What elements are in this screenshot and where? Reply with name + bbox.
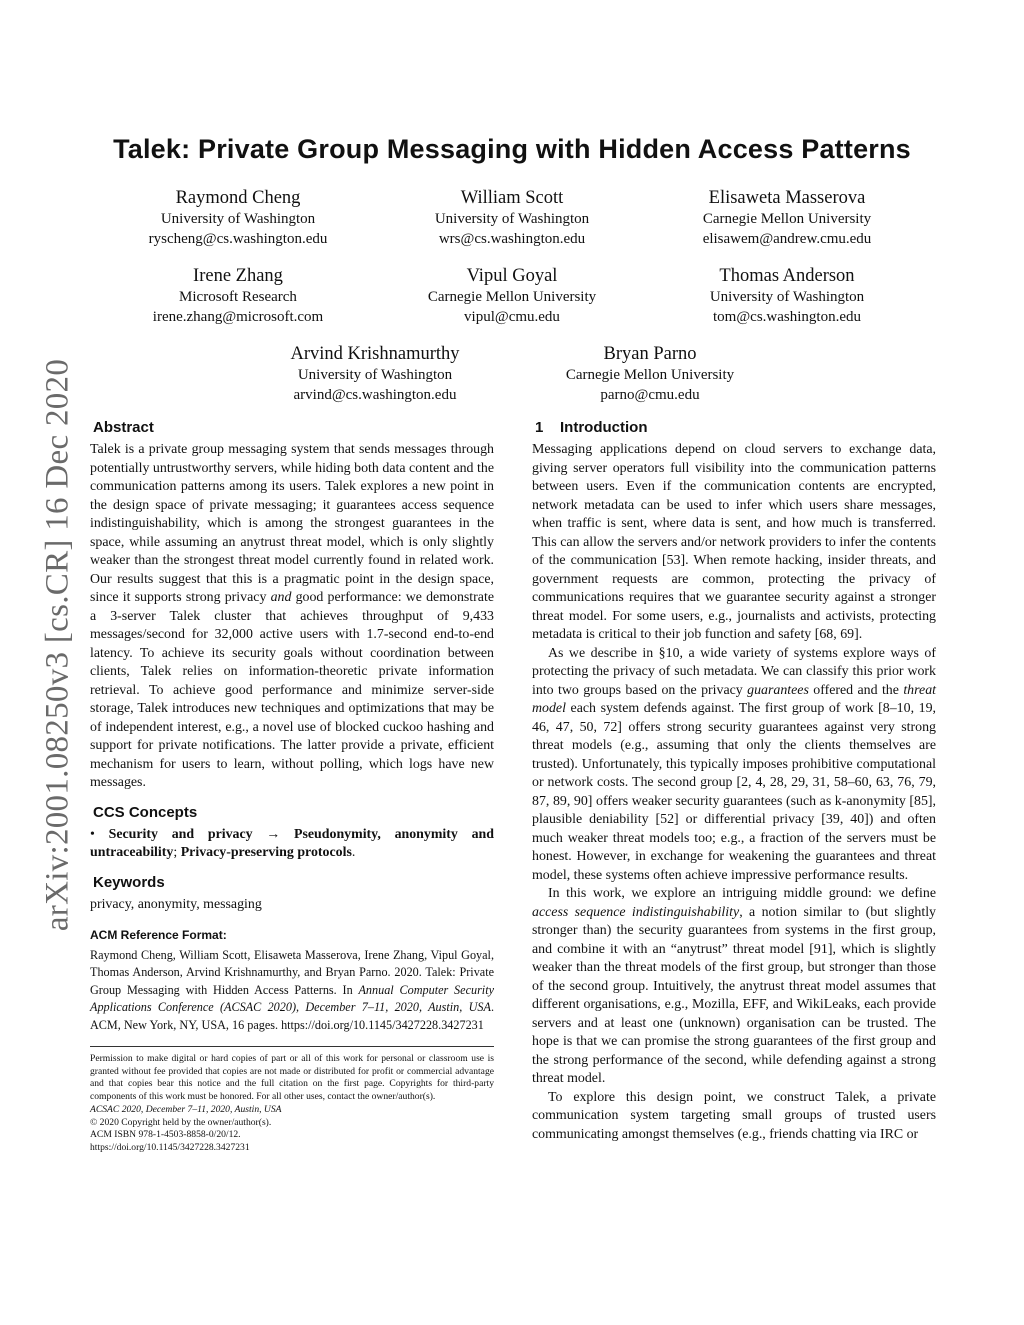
author-affiliation: Carnegie Mellon University xyxy=(702,211,872,227)
author-block xyxy=(362,265,662,327)
keywords-heading: Keywords xyxy=(93,873,165,891)
author-affiliation: University of Washington xyxy=(709,289,865,305)
author-name: Elisaweta Masserova xyxy=(708,188,866,208)
doi-link[interactable]: https://doi.org/10.1145/3427228.3427231 xyxy=(90,1141,250,1153)
author-affiliation: Carnegie Mellon University xyxy=(427,289,597,305)
intro-paragraph-2: As we describe in §10, a wide variety of systems explore ways of protecting the privacy of such metadata. We can classify this prior work into two groups based on the privacy guarantees offered and the threat model each system defends against. The first group of work [8–10, 19, 46, 47, 50, 72] offers strong security guarantees against very strong threat models (e.g., assuming that only the clients themselves are trusted). Unfortunately, this typically imposes prohibitive computational or network costs. The second group [2, 4, 28, 29, 31, 58–60, 63, 76, 79, 87, 89, 90] offers weaker security guarantees (such as k-anonymity [85], plausible deniability [52] or differential privacy [39, 40]) and often much weaker threat models too; e.g., a fraction of the servers must be honest. However, in exchange for weakening the guarantees and threat model, these systems often achieve impressive performance results. xyxy=(532,645,936,883)
author-block xyxy=(88,187,388,249)
venue-line: ACSAC 2020, December 7–11, 2020, Austin, USA xyxy=(90,1103,282,1115)
author-name: Irene Zhang xyxy=(193,266,283,286)
intro-paragraph-3: In this work, we explore an intriguing middle ground: we define access sequence indistinguishability, a notion similar to (but slightly stronger than) the security guarantees from systems in the first group, and combine it with an “anytrust” threat model [91], which is slightly weaker than the threat models of the first group, but stronger than those of the second group. Intuitively, the anytrust threat model assumes that different organisations, e.g., Mozilla, EFF, and WikiLeaks, each provide servers and at least one (unknown) organisation can be trusted. The hope is that we can promise the strong guarantees of the first group and the strong performance of the second, while defending against a strong threat model. xyxy=(532,886,937,1086)
ccs-concepts: • Security and privacy → Pseudonymity, anonymity and untraceability; Privacy-preserving protocols. xyxy=(90,826,494,860)
author-name: Thomas Anderson xyxy=(719,266,855,286)
right-column xyxy=(532,418,936,1144)
author-email[interactable]: ryscheng@cs.washington.edu xyxy=(148,231,328,247)
left-column xyxy=(90,418,494,1155)
abstract-heading: Abstract xyxy=(93,419,154,436)
introduction-heading: 1 Introduction xyxy=(535,419,648,436)
author-name: William Scott xyxy=(460,188,564,208)
ccs-heading: CCS Concepts xyxy=(93,803,198,821)
author-name: Bryan Parno xyxy=(603,344,697,364)
author-affiliation: University of Washington xyxy=(434,211,590,227)
author-name: Arvind Krishnamurthy xyxy=(290,344,460,364)
permission-text: Permission to make digital or hard copies of part or all of this work for personal or classroom use is granted without fee provided that copies are not made or distributed for profit or commercial advantage and that copies bear this notice and the full citation on the first page. Copyrights for third-party components of this work must be honored. For all other uses, contact the owner/author(s). xyxy=(90,1053,494,1103)
author-block xyxy=(500,343,800,405)
arxiv-stamp xyxy=(30,345,86,945)
author-block xyxy=(362,187,662,249)
author-email[interactable]: parno@cmu.edu xyxy=(600,387,700,403)
permission-notice xyxy=(90,1053,494,1155)
intro-paragraph-4: To explore this design point, we construct Talek, a private communication system targeting small groups of trusted users communicating amongst themselves (e.g., friends chatting via IRC or xyxy=(532,1089,936,1142)
isbn-line: ACM ISBN 978-1-4503-8858-0/20/12. xyxy=(90,1129,241,1141)
author-email[interactable]: vipul@cmu.edu xyxy=(464,309,560,325)
author-block xyxy=(637,187,937,249)
footnote-divider xyxy=(90,1046,494,1047)
paper-title: Talek: Private Group Messaging with Hidden Access Patterns xyxy=(113,134,911,164)
keywords-text: privacy, anonymity, messaging xyxy=(90,896,262,912)
author-name: Vipul Goyal xyxy=(466,266,558,286)
author-affiliation: University of Washington xyxy=(297,367,453,383)
author-name: Raymond Cheng xyxy=(175,188,301,208)
abstract-text: Talek is a private group messaging system that sends messages through potentially untrustworthy servers, while hiding both data content and the communication patterns among its users. Talek explores a new point in the design space of private messaging; it guarantees access sequence indistinguishability, which is among the strongest guarantees in the space, while assuming an anytrust threat model, which is only slightly weaker than the strongest threat model currently found in related work. Our results suggest that this is a pragmatic point in the design space, since it supports strong privacy and good performance: we demonstrate a 3-server Talek cluster that achieves throughput of 9,433 messages/second for 32,000 active users with 1.7-second end-to-end latency. To achieve its security goals without coordination between clients, Talek relies on information-theoretic private information retrieval. To achieve good performance and minimize server-side storage, Talek introduces new techniques and optimizations that may be of independent interest, e.g., a novel use of blocked cuckoo hashing and support for private notifications. The latter provide a private, efficient mechanism for users to learn, without polling, which logs have new messages. xyxy=(90,442,494,790)
author-block xyxy=(637,265,937,327)
author-affiliation: Microsoft Research xyxy=(179,289,297,305)
author-block xyxy=(88,265,388,327)
author-email[interactable]: arvind@cs.washington.edu xyxy=(293,387,457,403)
acm-reference-heading: ACM Reference Format: xyxy=(90,928,227,942)
author-email[interactable]: wrs@cs.washington.edu xyxy=(438,231,586,247)
acm-reference-text: Raymond Cheng, William Scott, Elisaweta Masserova, Irene Zhang, Vipul Goyal, Thomas Anderson, Arvind Krishnamurthy, and Bryan Parno. 2020. Talek: Private Group Messaging with Hidden Access Patterns. In Annual Computer Security Applications Conference (ACSAC 2020), December 7–11, 2020, Austin, USA. ACM, New York, NY, USA, 16 pages. https://doi.org/10.1145/3427228.3427231 xyxy=(90,947,494,1032)
author-block xyxy=(225,343,525,405)
author-email[interactable]: tom@cs.washington.edu xyxy=(713,309,861,325)
author-email[interactable]: elisawem@andrew.cmu.edu xyxy=(702,231,872,247)
author-email[interactable]: irene.zhang@microsoft.com xyxy=(152,309,324,325)
author-affiliation: University of Washington xyxy=(160,211,316,227)
author-affiliation: Carnegie Mellon University xyxy=(565,367,735,383)
intro-paragraph-1: Messaging applications depend on cloud servers to exchange data, giving server operators full visibility into the communication patterns between users. Even if the communication contents are encrypted, network metadata can be used to infer which users share messages, when traffic is sent, where data is sent, and how much is transferred. This can allow the servers and/or network providers to infer the contents of the communication [53]. When remote hacking, insider threats, and government requests are common, protecting the privacy of communications requires that we guarantee security against a stronger threat model. For some users, e.g., journalists and activists, protecting metadata is critical to their job function and safety [68, 69]. xyxy=(532,442,936,642)
arxiv-identifier: arXiv:2001.08250v3 [cs.CR] 16 Dec 2020 xyxy=(39,358,76,932)
copyright-line: © 2020 Copyright held by the owner/author(s). xyxy=(90,1116,272,1128)
